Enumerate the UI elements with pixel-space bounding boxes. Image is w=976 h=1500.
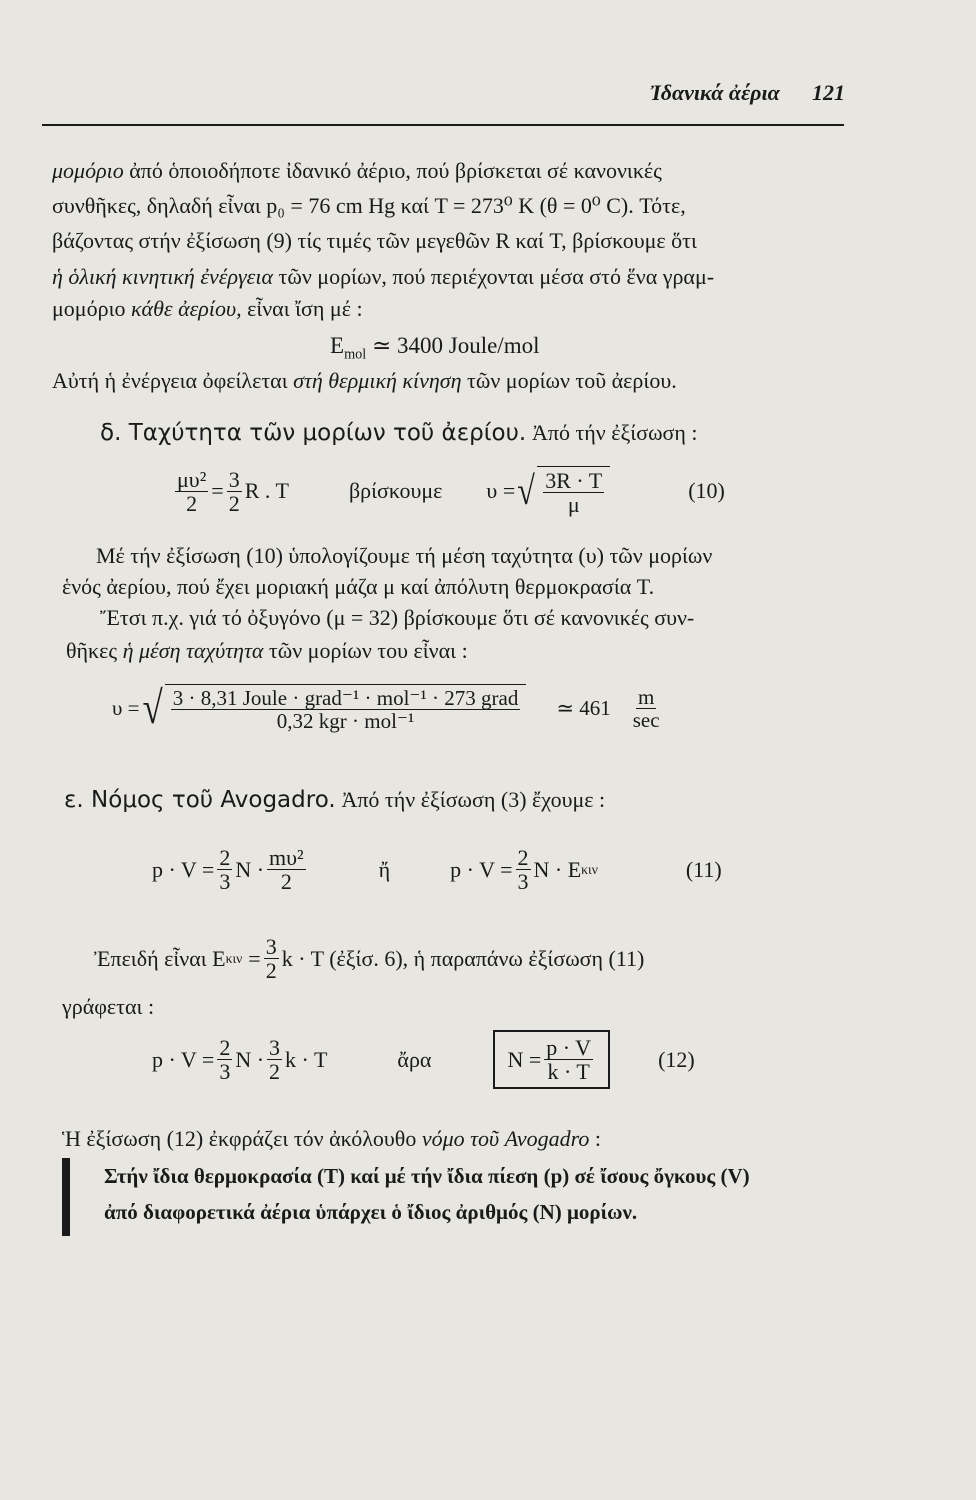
boxed-avogadro-formula <box>493 1030 610 1089</box>
text-line: γράφεται : <box>62 994 155 1019</box>
fraction: $\frac{2}{3}$ <box>219 845 231 895</box>
fraction: $\frac{3}{2}$ <box>265 934 277 984</box>
text-line: βάζοντας στήν ἐξίσωση (9) τίς τιμές τῶν μεγεθῶν R καί T, βρίσκουμε ὅτι <box>52 228 697 253</box>
page-number: 121 <box>812 80 845 105</box>
eq-part: = <box>248 945 261 971</box>
eq-approx: ≃ 461 <box>556 695 611 720</box>
heading-tail: Ἀπό τήν ἐξίσωση (3) ἔχουμε : <box>341 787 606 812</box>
term-every-gas: κάθε ἀερίου, <box>131 296 242 321</box>
emol-subscript: mol <box>344 346 367 363</box>
term-avogadro-law: νόμο τοῦ Avogadro <box>421 1126 590 1151</box>
highlight-bar <box>62 1158 70 1236</box>
fraction-3-2: $\frac{3}{2}$ <box>228 466 240 516</box>
text-line <box>66 640 468 662</box>
text-span: Αὐτή ἡ ἐνέργεια ὀφείλεται <box>52 368 288 393</box>
text-span: τῶν μορίων του εἶναι : <box>268 638 468 663</box>
eq-word: βρίσκουμε <box>348 478 443 504</box>
text-line <box>62 1128 601 1150</box>
fraction: $\frac{2}{3}$ <box>517 845 529 895</box>
term-mole: μομόριο <box>52 158 124 183</box>
eq-part: k · T (ἐξίσ. 6), ἡ παραπάνω ἐξίσωση (11) <box>281 945 645 971</box>
text-span: τῶν μορίων τοῦ ἀερίου. <box>467 368 677 393</box>
equation-oxygen-speed <box>112 684 665 732</box>
eq-v: υ = <box>486 478 516 504</box>
text-line: ἑνός ἀερίου, πού ἔχει μοριακή μάζα μ καί ἀπόλυτη θερμοκρασία T. <box>62 574 655 599</box>
eq-subscript: κιν <box>225 950 243 966</box>
section-heading-delta <box>100 420 698 446</box>
eq-part: p · V = <box>152 1046 215 1072</box>
text-span: τῶν μορίων, πού περιέχονται μέσα στό ἕνα γραμ- <box>278 264 715 289</box>
section-heading-epsilon <box>64 787 605 813</box>
eq-or: ἤ <box>378 856 391 882</box>
equation-emol <box>330 334 539 362</box>
eq-part: p · V = <box>152 856 215 882</box>
eq-part: N · E <box>533 856 582 882</box>
heading-tail: Ἀπό τήν ἐξίσωση : <box>531 420 698 445</box>
fraction: $\frac{\text{mυ²}}{2}$ <box>269 845 304 895</box>
term-kinetic-energy: ἡ ὁλική κινητική ἐνέργεια <box>52 264 273 289</box>
emol-symbol: E <box>330 333 345 358</box>
equation-12 <box>152 1030 695 1089</box>
heading-text: δ. Ταχύτητα τῶν μορίων τοῦ ἀερίου. <box>100 420 527 446</box>
fraction-mv2: $\frac{\text{μυ²}}{2}$ <box>177 466 207 516</box>
text-span: ἀπό ὁποιοδήποτε ἰδανικό ἀέριο, πού βρίσκεται σέ κανονικές <box>129 158 662 183</box>
header-rule <box>42 124 844 126</box>
eq-part: N · <box>235 1046 265 1072</box>
sqrt-3rt-mu: √ $\frac{3R \cdot T}{\mu}$ <box>515 466 610 516</box>
eq-part: N = <box>507 1046 542 1072</box>
text-span: εἶναι ἴση μέ : <box>247 296 363 321</box>
eq-number-11: (11) <box>685 856 722 882</box>
equation-ekin <box>94 935 644 982</box>
law-statement-line: Στήν ἴδια θερμοκρασία (T) καί μέ τήν ἴδια πίεση (p) σέ ἴσους ὄγκους (V) <box>104 1164 750 1188</box>
eq-number-12: (12) <box>658 1046 695 1072</box>
heading-text: ε. Νόμος τοῦ Avogadro. <box>64 787 336 813</box>
eq-sign: = <box>211 478 224 504</box>
eq-part: p · V = <box>450 856 513 882</box>
text-span: : <box>594 1126 601 1151</box>
fraction: $\frac{p \cdot V}{k \cdot T}$ <box>546 1035 592 1085</box>
eq-v: υ = <box>112 695 140 720</box>
text-span: θῆκες <box>66 638 118 663</box>
fraction-m-sec: $\frac{m}{\sec}$ <box>632 684 660 732</box>
fraction: $\frac{3}{2}$ <box>269 1035 281 1085</box>
sqrt-oxygen: √ $\frac{\text{3 · 8,31 Joule · grad⁻¹ · mol⁻¹ · 273 grad}}{\text{0,32 kgr · mol⁻¹}}$ <box>140 684 527 732</box>
eq-part: N · <box>235 856 265 882</box>
running-title: Ἰδανικά ἀέρια <box>650 80 780 105</box>
text-line <box>52 160 662 182</box>
eq-therefore: ἄρα <box>397 1046 432 1072</box>
text-line: συνθῆκες, δηλαδή εἶναι p₀ = 76 cm Hg καί T = 273⁰ K (θ = 0⁰ C). Τότε, <box>52 193 686 218</box>
eq-subscript: κιν <box>581 861 598 877</box>
fraction: $\frac{2}{3}$ <box>219 1035 231 1085</box>
equation-11 <box>152 846 722 893</box>
emol-value: ≃ 3400 Joule/mol <box>371 333 540 358</box>
text-line <box>52 298 363 320</box>
eq-rt: R . T <box>244 478 289 504</box>
text-span: Ἡ ἐξίσωση (12) ἐκφράζει τόν ἀκόλουθο <box>62 1126 417 1151</box>
text-line <box>52 266 714 288</box>
eq-part: k · T <box>285 1046 328 1072</box>
equation-10 <box>172 466 725 516</box>
term-mean-speed: ἡ μέση ταχύτητα <box>122 638 264 663</box>
eq-part: Ἐπειδή εἶναι E <box>94 945 226 971</box>
text-line <box>52 370 677 392</box>
term-thermal-motion: στή θερμική κίνηση <box>293 368 462 393</box>
law-statement-line: ἀπό διαφορετικά ἀέρια ὑπάρχει ὁ ἴδιος ἀριθμός (N) μορίων. <box>104 1200 638 1224</box>
text-span: μομόριο <box>52 296 126 321</box>
eq-number-10: (10) <box>688 478 725 504</box>
text-line: Ἔτσι π.χ. γιά τό ὀξυγόνο (μ = 32) βρίσκουμε ὅτι σέ κανονικές συν- <box>100 605 695 630</box>
text-line: Μέ τήν ἐξίσωση (10) ὑπολογίζουμε τή μέση ταχύτητα (υ) τῶν μορίων <box>96 543 713 568</box>
